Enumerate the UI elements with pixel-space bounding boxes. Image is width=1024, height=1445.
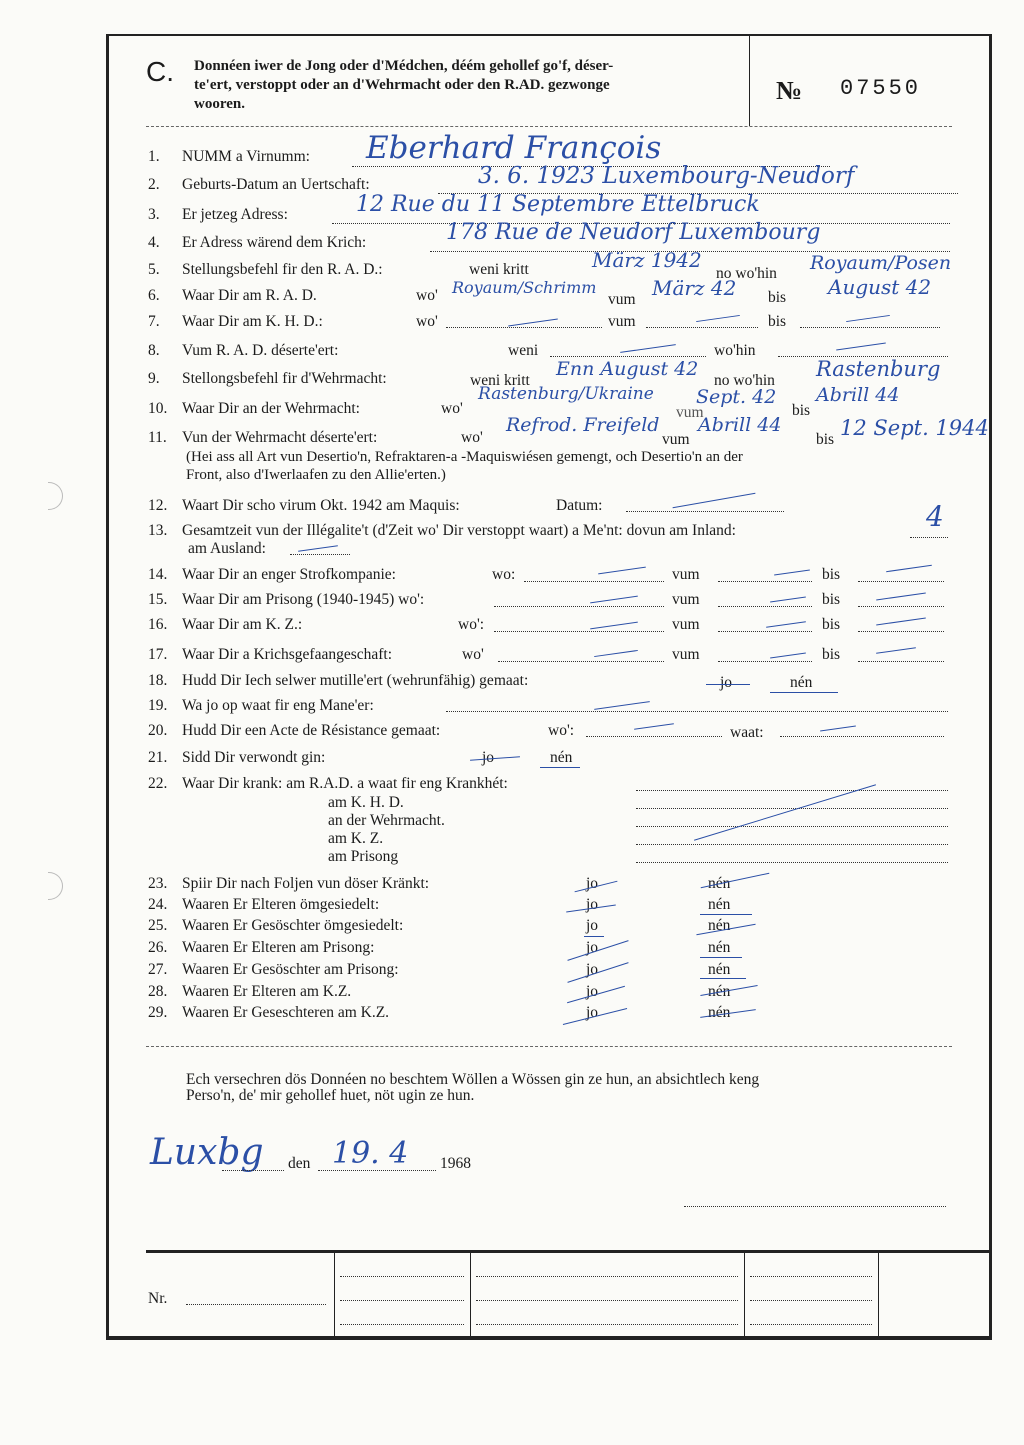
row-23-nen[interactable]: nén <box>708 875 731 892</box>
year-label: 1968 <box>440 1155 471 1172</box>
row-26-jo[interactable]: jo <box>586 939 599 956</box>
row-5-weni: weni kritt <box>469 261 529 278</box>
row-7-field-wo[interactable] <box>446 327 602 328</box>
footer-cell-2c[interactable] <box>476 1324 738 1325</box>
note-11-line2: Front, also d'Iwerlaafen zu den Allie'erten.) <box>186 467 446 483</box>
row-22-sub-3: am K. Z. <box>328 830 384 847</box>
row-8: 8. Vum R. A. D. déserte'ert: <box>148 342 339 359</box>
row-26: 26. Waaren Er Elteren am Prisong: <box>148 939 375 956</box>
row-18-nen[interactable]: nén <box>790 674 813 691</box>
row-10: 10. Waar Dir an der Wehrmacht: <box>148 400 360 417</box>
row-29-nen[interactable]: nén <box>708 1004 731 1021</box>
row-17-wo: wo' <box>462 646 484 663</box>
row-8-weni: weni <box>508 342 539 359</box>
row-14-field-bis[interactable] <box>858 581 944 582</box>
header-title-line2: te'ert, verstoppt oder an d'Wehrmacht oder den R.AD. gezwonge <box>194 77 610 93</box>
row-20-waat: waat: <box>730 724 764 741</box>
row-14-vum: vum <box>672 566 700 583</box>
declaration-line1: Ech versechren dös Donnéen no beschtem Wöllen a Wössen gin ze hun, an absichtlech keng <box>186 1071 760 1088</box>
row-22-field-3[interactable] <box>636 826 948 827</box>
row-15-field-vum[interactable] <box>718 606 812 607</box>
row-28: 28. Waaren Er Elteren am K.Z. <box>148 983 352 1000</box>
row-15-bis: bis <box>822 591 841 608</box>
footer-cell-1a[interactable] <box>340 1276 464 1277</box>
answer-birth: 3. 6. 1923 Luxembourg-Neudorf <box>478 163 855 189</box>
row-15: 15. Waar Dir am Prisong (1940-1945) wo': <box>148 591 425 608</box>
row-22-sub-4: am Prisong <box>328 848 399 865</box>
row-7-bis: bis <box>768 313 787 330</box>
row-15-vum: vum <box>672 591 700 608</box>
footer-col-2 <box>470 1252 471 1338</box>
row-16-bis: bis <box>822 616 841 633</box>
row-23-jo[interactable]: jo <box>586 875 599 892</box>
row-3: 3. Er jetzeg Adress: <box>148 206 288 223</box>
row-14-bis: bis <box>822 566 841 583</box>
footer-cell-2b[interactable] <box>476 1300 738 1301</box>
row-11-bis: bis <box>816 431 835 448</box>
row-22-field-4[interactable] <box>636 844 948 845</box>
answer-wehrmacht-where: Rastenburg/Ukraine <box>478 384 654 404</box>
signature-place: Luxbg <box>150 1132 264 1173</box>
row-24: 24. Waaren Er Elteren ömgesiedelt: <box>148 896 380 913</box>
den-label: den <box>288 1155 311 1172</box>
answer-desertion-where: Refrod. Freifeld <box>506 414 660 436</box>
row-11: 11. Vun der Wehrmacht déserte'ert: <box>148 429 378 446</box>
answer-name: Eberhard François <box>366 130 662 166</box>
row-14-field-wo[interactable] <box>524 581 664 582</box>
row-27-jo[interactable]: jo <box>586 961 599 978</box>
answer-wehrmacht-order-place: Rastenburg <box>816 357 941 381</box>
row-10-vum: vum <box>676 404 704 421</box>
row-21-jo[interactable]: jo <box>482 749 495 766</box>
footer-col-1 <box>334 1252 335 1338</box>
row-16-field-bis[interactable] <box>858 631 944 632</box>
row-18-nen-underline <box>770 692 838 693</box>
answer-inland: 4 <box>926 500 944 533</box>
declaration-rule <box>146 1046 952 1047</box>
row-18: 18. Hudd Dir Iech selwer mutille'ert (wehrunfähig) gemaat: <box>148 672 529 689</box>
row-14-field-vum[interactable] <box>718 581 812 582</box>
row-28-jo[interactable]: jo <box>586 983 599 1000</box>
answer-rad-to: August 42 <box>828 275 932 299</box>
footer-cell-3a[interactable] <box>750 1276 872 1277</box>
section-letter: C. <box>146 56 174 87</box>
row-5: 5. Stellungsbefehl fir den R. A. D.: <box>148 261 383 278</box>
header-rule <box>146 126 952 127</box>
row-24-nen[interactable]: nén <box>708 896 731 913</box>
footer-cell-3c[interactable] <box>750 1324 872 1325</box>
answer-address: 12 Rue du 11 Septembre Ettelbruck <box>356 192 760 217</box>
row-27-nen-underline <box>700 978 746 979</box>
answer-rad-order-date: März 1942 <box>592 248 702 272</box>
row-12-datum: Datum: <box>556 497 603 514</box>
footer-col-3 <box>744 1252 745 1338</box>
row-15-field-bis[interactable] <box>858 606 944 607</box>
row-12: 12. Waart Dir scho virum Okt. 1942 am Maquis: <box>148 497 460 514</box>
row-6-wo: wo' <box>416 287 438 304</box>
header-divider <box>749 36 750 126</box>
row-17-field-wo[interactable] <box>498 661 664 662</box>
row-17-field-bis[interactable] <box>858 661 944 662</box>
answer-desertion-to: 12 Sept. 1944 <box>840 416 989 440</box>
row-17-field-vum[interactable] <box>718 661 812 662</box>
answer-wehrmacht-order-date: Enn August 42 <box>556 358 699 380</box>
row-16-field-vum[interactable] <box>718 631 812 632</box>
row-17-bis: bis <box>822 646 841 663</box>
row-21: 21. Sidd Dir verwondt gin: <box>148 749 326 766</box>
answer-wehrmacht-from: Sept. 42 <box>696 386 777 408</box>
row-29-jo[interactable]: jo <box>586 1004 599 1021</box>
row-7-field-bis[interactable] <box>800 327 940 328</box>
row-2: 2. Geburts-Datum an Uertschaft: <box>148 176 370 193</box>
row-24-jo[interactable]: jo <box>586 896 599 913</box>
row-16-wo: wo': <box>458 616 485 633</box>
row-13-field-inland[interactable] <box>910 537 948 538</box>
row-7-vum: vum <box>608 313 636 330</box>
row-21-nen-underline <box>540 767 580 768</box>
declaration-line2: Perso'n, de' mir gehollef huet, nöt ugin ze hun. <box>186 1087 475 1104</box>
nr-field[interactable] <box>186 1304 326 1305</box>
footer-cell-1b[interactable] <box>340 1300 464 1301</box>
row-24-nen-underline <box>700 914 752 915</box>
row-25: 25. Waaren Er Gesöschter ömgesiedelt: <box>148 917 404 934</box>
answer-wehrmacht-to: Abrill 44 <box>816 384 900 406</box>
footer-top-rule <box>146 1250 992 1253</box>
signature-date: 19. 4 <box>332 1136 409 1171</box>
row-8-wohin: wo'hin <box>714 342 756 359</box>
row-25-jo-underline <box>584 936 604 937</box>
row-26-nen-underline <box>700 957 742 958</box>
row-13-ausland: am Ausland: <box>188 540 266 557</box>
row-20-field-wo[interactable] <box>586 736 722 737</box>
row-25-nen[interactable]: nén <box>708 917 731 934</box>
row-11-vum: vum <box>662 431 690 448</box>
nr-label: Nr. <box>148 1290 168 1307</box>
punch-hole-bottom <box>48 872 63 900</box>
row-13-field-ausland[interactable] <box>290 554 350 555</box>
answer-rad-order-place: Royaum/Posen <box>810 252 952 274</box>
footer-cell-1c[interactable] <box>340 1324 464 1325</box>
number-sign: № <box>776 76 803 105</box>
header-title-line3: wooren. <box>194 96 245 112</box>
note-11-line1: (Hei ass all Art vun Desertio'n, Refraktaren-a -Maquiswiésen gemengt, och Desertio'n an der <box>186 449 743 465</box>
form-number: 07550 <box>840 76 922 101</box>
row-14-wo: wo: <box>492 566 516 583</box>
row-27: 27. Waaren Er Gesöschter am Prisong: <box>148 961 399 978</box>
row-17-vum: vum <box>672 646 700 663</box>
row-9-weni: weni kritt <box>470 372 530 389</box>
row-26-nen[interactable]: nén <box>708 939 731 956</box>
row-4: 4. Er Adress wärend dem Krich: <box>148 234 367 251</box>
row-23: 23. Spiir Dir nach Foljen vun döser Kränkt: <box>148 875 430 892</box>
row-27-nen[interactable]: nén <box>708 961 731 978</box>
footer-cell-3b[interactable] <box>750 1300 872 1301</box>
row-18-jo[interactable]: jo <box>720 674 733 691</box>
header-title-line1: Donnéen iwer de Jong oder d'Médchen, déém gehollef go'f, déser- <box>194 58 614 74</box>
row-22-sub-1: am K. H. D. <box>328 794 404 811</box>
row-6-vum: vum <box>608 291 636 308</box>
row-22-sub-2: an der Wehrmacht. <box>328 812 445 829</box>
row-8-field-weni[interactable] <box>550 356 706 357</box>
row-20-field-waat[interactable] <box>780 736 944 737</box>
answer-rad-where: Royaum/Schrimm <box>452 278 597 297</box>
row-28-nen[interactable]: nén <box>708 983 731 1000</box>
row-6-bis: bis <box>768 289 787 306</box>
row-16-vum: vum <box>672 616 700 633</box>
row-25-jo[interactable]: jo <box>586 917 599 934</box>
punch-hole-top <box>48 482 63 510</box>
answer-war-address: 178 Rue de Neudorf Luxembourg <box>446 220 821 245</box>
row-18-jo-strike <box>706 684 750 685</box>
row-22: 22. Waar Dir krank: am R.A.D. a waat fir eng Krankhét: <box>148 775 508 792</box>
footer-col-4 <box>878 1252 879 1338</box>
answer-desertion-from: Abrill 44 <box>698 414 782 436</box>
row-7-wo: wo' <box>416 313 438 330</box>
row-9-nowohin: no wo'hin <box>714 372 775 389</box>
row-21-nen[interactable]: nén <box>550 749 573 766</box>
row-20-wo: wo': <box>548 722 575 739</box>
row-16-field-wo[interactable] <box>494 631 664 632</box>
row-19: 19. Wa jo op waat fir eng Mane'er: <box>148 697 374 714</box>
place-field[interactable] <box>222 1170 284 1171</box>
row-16: 16. Waar Dir am K. Z.: <box>148 616 303 633</box>
row-6: 6. Waar Dir am R. A. D. <box>148 287 317 304</box>
row-10-wo: wo' <box>441 400 463 417</box>
row-13: 13. Gesamtzeit vun der Illégalite't (d'Zeit wo' Dir verstoppt waart) a Me'nt: dovun am Inland: <box>148 522 736 539</box>
row-15-field-wo[interactable] <box>494 606 664 607</box>
row-20: 20. Hudd Dir een Acte de Résistance gemaat: <box>148 722 441 739</box>
row-14: 14. Waar Dir an enger Strofkompanie: <box>148 566 396 583</box>
row-19-field[interactable] <box>446 711 948 712</box>
row-29: 29. Waaren Er Geseschteren am K.Z. <box>148 1004 390 1021</box>
row-9: 9. Stellongsbefehl fir d'Wehrmacht: <box>148 370 387 387</box>
row-22-field-5[interactable] <box>636 862 948 863</box>
answer-rad-from: März 42 <box>652 276 737 300</box>
row-5-nowohin: no wo'hin <box>716 265 777 282</box>
row-1: 1. NUMM a Virnumm: <box>148 148 310 165</box>
row-7: 7. Waar Dir am K. H. D.: <box>148 313 323 330</box>
row-17: 17. Waar Dir a Krichsgefaangeschaft: <box>148 646 393 663</box>
row-10-bis: bis <box>792 402 811 419</box>
row-12-field[interactable] <box>626 511 784 512</box>
signature-line[interactable] <box>684 1206 946 1207</box>
footer-cell-2a[interactable] <box>476 1276 738 1277</box>
row-22-field-1[interactable] <box>636 790 948 791</box>
row-7-field-vum[interactable] <box>646 327 758 328</box>
row-11-wo: wo' <box>461 429 483 446</box>
